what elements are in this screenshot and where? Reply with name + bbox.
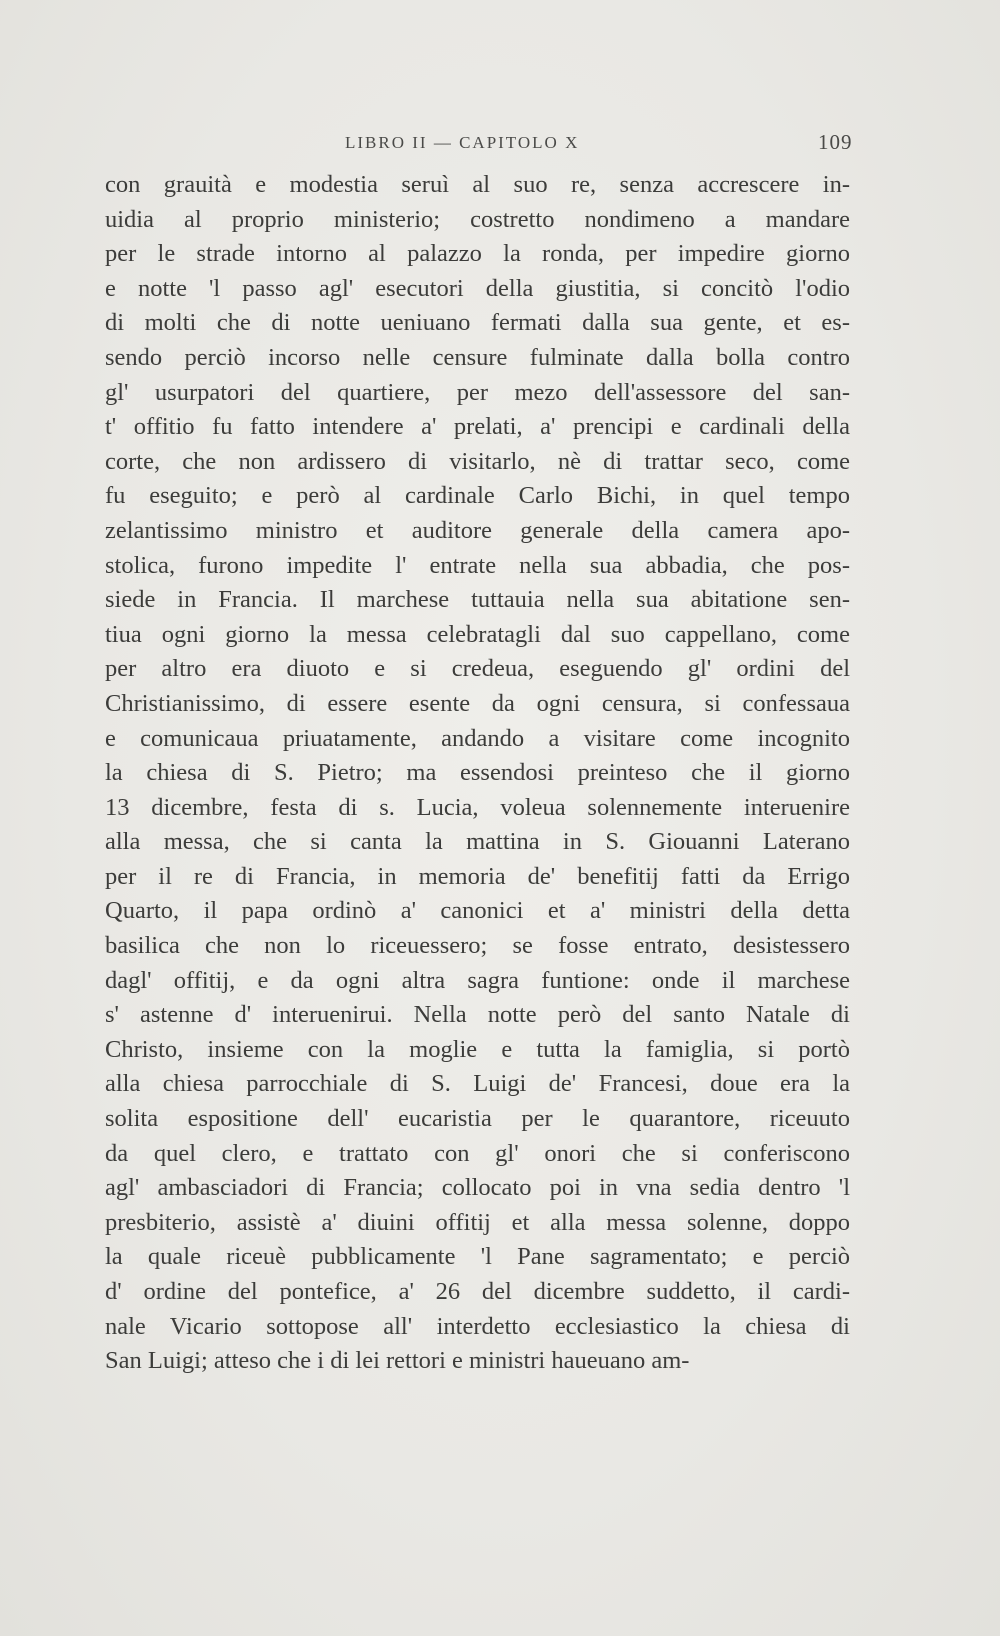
text-line: 13 dicembre, festa di s. Lucia, voleua solennemente interuenire — [105, 793, 850, 821]
running-head: LIBRO II — CAPITOLO X — [345, 133, 580, 152]
text-line: con grauità e modestia seruì al suo re, senza accrescere in- — [105, 171, 850, 198]
text-line: Christo, insieme con la moglie e tutta la famiglia, si portò — [105, 1035, 850, 1063]
text-line: dagl' offitij, e da ogni altra sagra funtione: onde il marchese — [105, 966, 850, 994]
text-line: da quel clero, e trattato con gl' onori che si conferiscono — [105, 1139, 850, 1167]
text-line: alla messa, che si canta la mattina in S. Giouanni Laterano — [105, 828, 850, 856]
text-line: agl' ambasciadori di Francia; collocato poi in vna sedia dentro 'l — [105, 1174, 850, 1202]
text-line: Christianissimo, di essere esente da ogni censura, si confessaua — [105, 689, 850, 717]
text-line: stolica, furono impedite l' entrate nella sua abbadia, che pos- — [105, 551, 850, 579]
page-number: 109 — [818, 130, 853, 154]
text-line: nale Vicario sottopose all' interdetto ecclesiastico la chiesa di — [105, 1312, 850, 1340]
text-line: presbiterio, assistè a' diuini offitij et alla messa solenne, doppo — [105, 1208, 850, 1236]
text-line: d' ordine del pontefice, a' 26 del dicembre suddetto, il cardi- — [105, 1278, 850, 1305]
text-line: siede in Francia. Il marchese tuttauia nella sua abitatione sen- — [105, 586, 850, 614]
text-line: di molti che di notte ueniuano fermati dalla sua gente, et es- — [105, 309, 850, 337]
text-line: tiua ogni giorno la messa celebratagli dal suo cappellano, come — [105, 620, 850, 648]
text-line: la quale riceuè pubblicamente 'l Pane sagramentato; e perciò — [105, 1243, 850, 1271]
text-line: e notte 'l passo agl' esecutori della giustitia, si concitò l'odio — [105, 274, 850, 302]
text-line: per il re di Francia, in memoria de' benefitij fatti da Errigo — [105, 862, 850, 890]
text-line: gl' usurpatori del quartiere, per mezo dell'assessore del san- — [105, 378, 850, 406]
text-line: s' astenne d' interuenirui. Nella notte però del santo Natale di — [105, 1001, 850, 1029]
text-line: basilica che non lo riceuessero; se fosse entrato, desistessero — [105, 932, 850, 960]
text-line: fu eseguito; e però al cardinale Carlo Bichi, in quel tempo — [105, 482, 850, 510]
text-line: corte, che non ardissero di visitarlo, nè di trattar seco, come — [105, 447, 850, 475]
text-line: per altro era diuoto e si credeua, eseguendo gl' ordini del — [105, 655, 850, 683]
text-line: sendo perciò incorso nelle censure fulminate dalla bolla contro — [105, 343, 850, 371]
text-line: solita espositione dell' eucaristia per le quarantore, riceuuto — [105, 1105, 850, 1133]
text-line: San Luigi; atteso che i di lei rettori e ministri haueuano am- — [105, 1347, 690, 1375]
text-line: t' offitio fu fatto intendere a' prelati, a' prencipi e cardinali della — [105, 413, 850, 441]
text-line: alla chiesa parrocchiale di S. Luigi de' Francesi, doue era la — [105, 1070, 850, 1098]
body-text — [105, 168, 850, 1379]
text-line: zelantissimo ministro et auditore generale della camera apo- — [105, 516, 850, 544]
text-line: per le strade intorno al palazzo la ronda, per impedire giorno — [105, 240, 850, 268]
text-line: uidia al proprio ministerio; costretto nondimeno a mandare — [105, 205, 850, 233]
text-line: Quarto, il papa ordinò a' canonici et a' ministri della detta — [105, 897, 850, 925]
text-line: e comunicaua priuatamente, andando a visitare come incognito — [105, 724, 850, 752]
text-line: la chiesa di S. Pietro; ma essendosi preinteso che il giorno — [105, 759, 850, 787]
